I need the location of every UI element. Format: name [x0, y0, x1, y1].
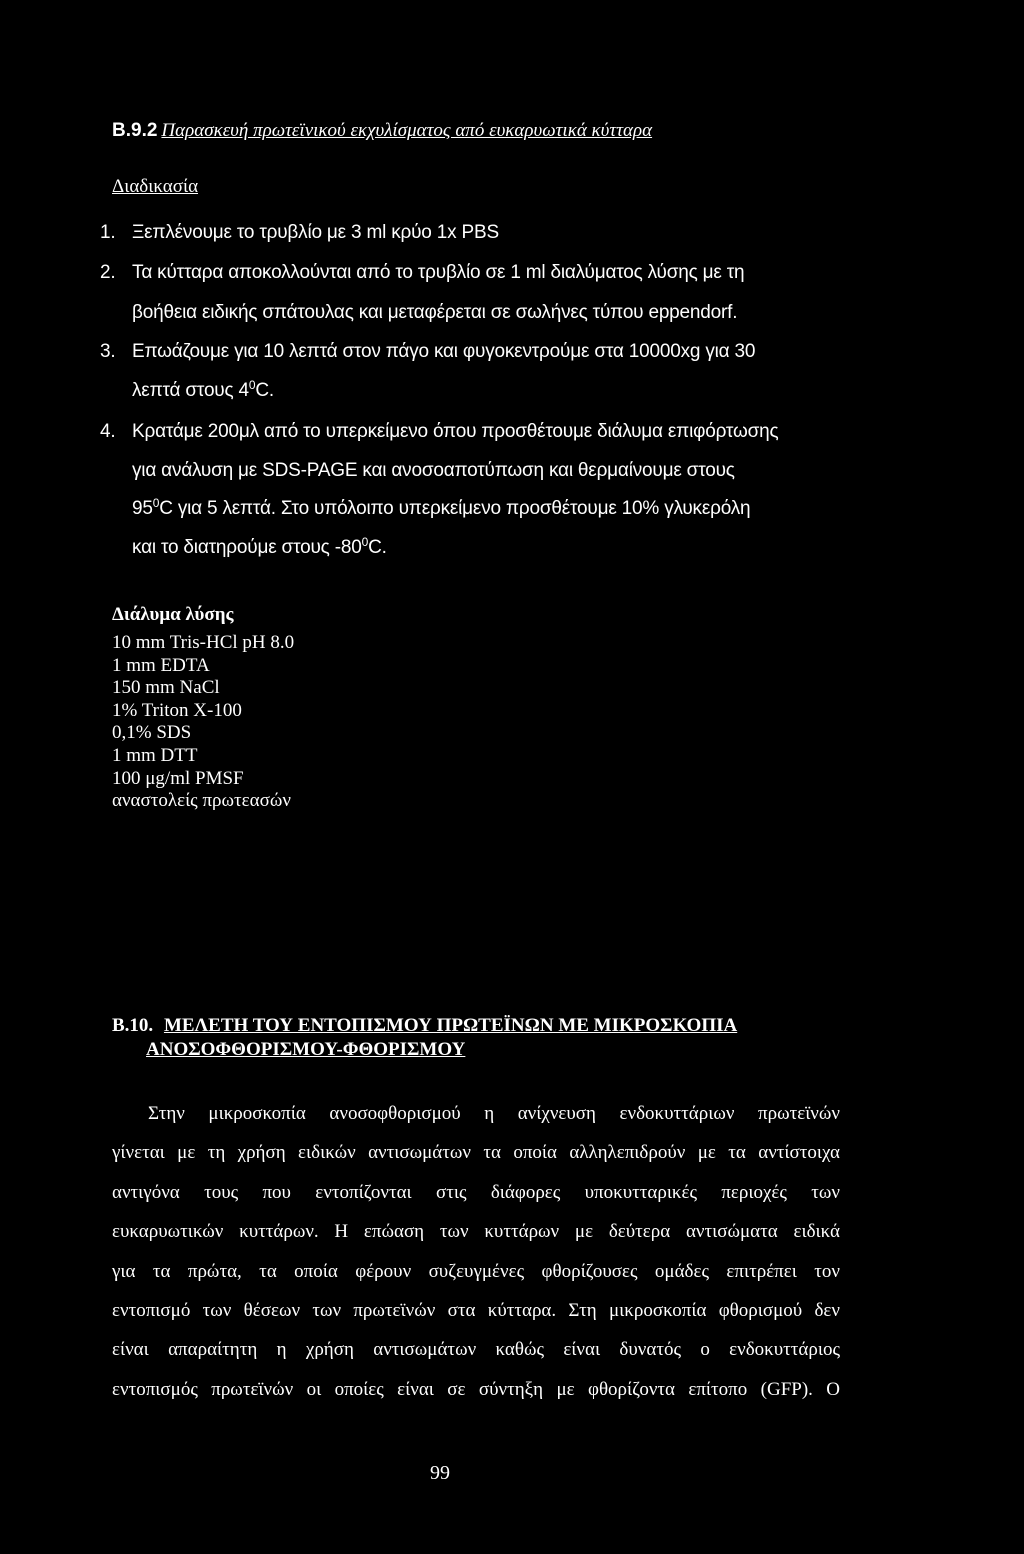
section-2-number: B.10.: [112, 1015, 154, 1036]
section-2-title-line2: ΑΝΟΣΟΦΘΟΡΙΣΜΟΥ-ΦΘΟΡΙΣΜΟΥ: [146, 1039, 466, 1060]
paragraph-line: είναι απαραίτητη η χρήση αντισωμάτων καθώς είναι δυνατός ο ενδοκυττάριος: [112, 1339, 840, 1361]
step-text: C.: [255, 380, 274, 401]
step-text: C.: [368, 537, 387, 558]
solution-list: [112, 632, 294, 813]
solution-item: 0,1% SDS: [112, 722, 192, 744]
section-2-heading: [112, 1014, 737, 1062]
step-1: [100, 222, 499, 244]
degree-superscript: 0: [152, 496, 160, 510]
step-3-cont: [132, 380, 274, 402]
step-text: Επωάζουμε για 10 λεπτά στον πάγο και φυγοκεντρούμε στα 10000xg για 30: [132, 341, 756, 362]
paragraph-line: για τα πρώτα, τα οποία φέρουν συζευγμένες φθορίζουσες ομάδες επιτρέπει τον: [112, 1260, 840, 1282]
step-4-cont-3: [132, 537, 387, 559]
page-number: 99: [430, 1462, 450, 1484]
paragraph-line: γίνεται με τη χρήση ειδικών αντισωμάτων τα οποία αλληλεπιδρούν με τα αντίστοιχα: [112, 1142, 840, 1164]
step-number: 4.: [100, 421, 116, 442]
step-text: C για 5 λεπτά. Στο υπόλοιπο υπερκείμενο προσθέτουμε 10% γλυκερόλη: [159, 498, 751, 519]
paragraph-line: εντοπισμός πρωτεϊνών οι οποίες είναι σε σύντηξη με φθορίζοντα επίτοπο (GFP). Ο: [112, 1378, 840, 1400]
solution-item: 10 mm Tris-HCl pH 8.0: [112, 632, 295, 653]
paragraph-line: εντοπισμό των θέσεων των πρωτεϊνών στα κύτταρα. Στη μικροσκοπία φθορισμού δεν: [112, 1300, 840, 1322]
solution-item: 1 mm EDTA: [112, 654, 210, 676]
step-text: 95: [132, 498, 153, 519]
solution-item: 1 mm DTT: [112, 744, 198, 766]
step-text: Ξεπλένουμε το τρυβλίο με 3 ml κρύο 1x PBS: [132, 222, 499, 243]
solution-item: αναστολείς πρωτεασών: [112, 790, 291, 812]
step-text: Τα κύτταρα αποκολλούνται από το τρυβλίο σε 1 ml διαλύματος λύσης με τη: [132, 262, 745, 283]
paragraph-line: Στην μικροσκοπία ανοσοφθορισμού η ανίχνευση ενδοκυττάριων πρωτεϊνών: [148, 1103, 840, 1124]
step-4: [100, 421, 778, 443]
procedure-heading: Διαδικασία: [112, 176, 199, 197]
step-4-cont-1: για ανάλυση με SDS-PAGE και ανοσοαποτύπωση και θερμαίνουμε στους: [132, 460, 735, 481]
step-2-cont: βοήθεια ειδικής σπάτουλας και μεταφέρεται σε σωλήνες τύπου eppendorf.: [132, 302, 738, 323]
paragraph-line: αντιγόνα τους που εντοπίζονται στις διάφορες υποκυτταρικές περιοχές των: [112, 1181, 840, 1203]
step-text: και το διατηρούμε στους -80: [132, 537, 362, 558]
section-title: Παρασκευή πρωτεϊνικού εκχυλίσματος από ευκαρυωτικά κύτταρα: [161, 120, 653, 141]
degree-superscript: 0: [361, 535, 369, 549]
step-2: [100, 262, 744, 284]
degree-superscript: 0: [248, 378, 256, 392]
step-number: 2.: [100, 262, 116, 283]
solution-title: Διάλυμα λύσης: [112, 604, 234, 625]
step-4-cont-2: [132, 498, 750, 520]
step-3: [100, 341, 755, 363]
section-heading: [112, 120, 652, 142]
body-paragraph: [112, 1094, 840, 1409]
solution-item: 100 μg/ml PMSF: [112, 767, 244, 789]
solution-item: 1% Triton X-100: [112, 699, 242, 721]
step-text: λεπτά στους 4: [132, 380, 249, 401]
step-number: 1.: [100, 222, 116, 243]
step-number: 3.: [100, 341, 116, 362]
paragraph-line: ευκαρυωτικών κυττάρων. Η επώαση των κυττάρων με δεύτερα αντισώματα ειδικά: [112, 1221, 840, 1243]
section-2-title-line1: ΜΕΛΕΤΗ ΤΟΥ ΕΝΤΟΠΙΣΜΟΥ ΠΡΩΤΕΪΝΩΝ ΜΕ ΜΙΚΡΟΣΚΟΠΙΑ: [163, 1015, 738, 1036]
solution-item: 150 mm NaCl: [112, 677, 220, 699]
step-text: Κρατάμε 200μλ από το υπερκείμενο όπου προσθέτουμε διάλυμα επιφόρτωσης: [132, 421, 779, 442]
section-number: B.9.2: [112, 120, 158, 141]
